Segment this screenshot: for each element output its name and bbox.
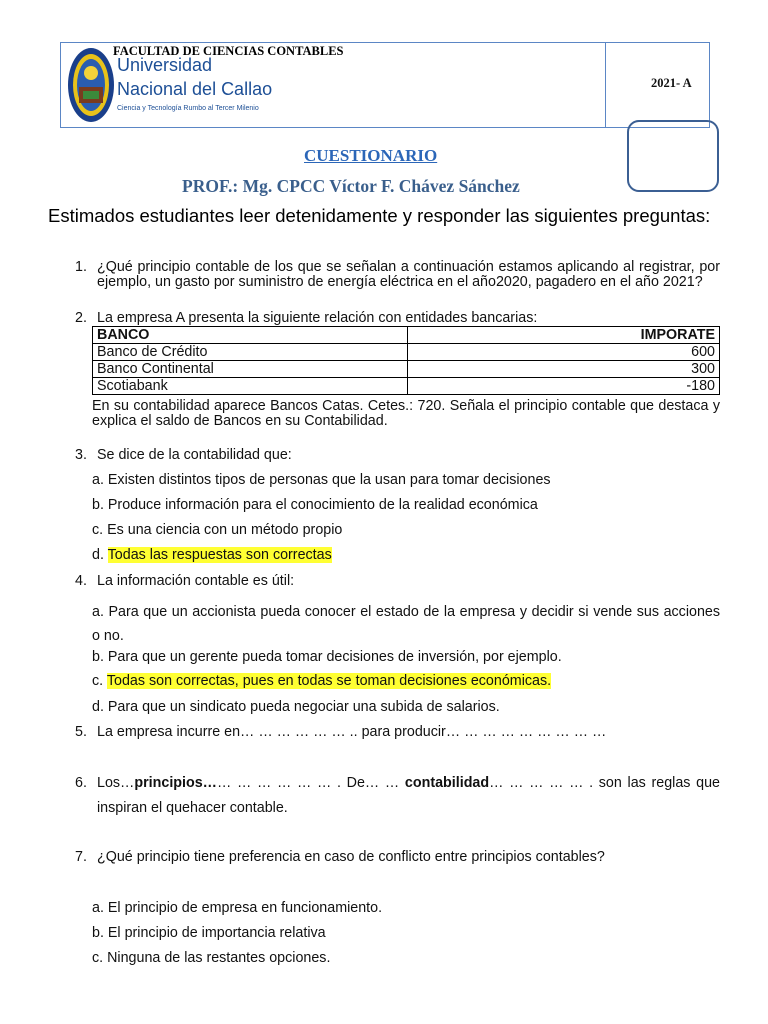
option-3a: a. Existen distintos tipos de personas que la usan para tomar decisiones: [92, 472, 551, 488]
option-4d: d. Para que un sindicato pueda negociar una subida de salarios.: [92, 699, 500, 715]
university-name-line2: Nacional del Callao: [117, 79, 273, 99]
question-number: 7.: [75, 849, 87, 865]
question-6-text: [97, 776, 720, 791]
question-3-text: Se dice de la contabilidad que:: [97, 447, 292, 463]
table-row: [93, 361, 720, 378]
table-header-row: [93, 327, 720, 344]
q6-part3: … … … … … . son las reglas que: [489, 775, 721, 791]
option-7b: b. El principio de importancia relativa: [92, 925, 326, 941]
q6-part2: … … … … … … . De… …: [216, 775, 405, 791]
table-row: [93, 378, 720, 395]
grade-box: [627, 120, 719, 192]
question-number: 5.: [75, 724, 87, 740]
q6-part1: Los…: [97, 775, 135, 791]
option-prefix: d.: [92, 547, 108, 563]
bank-cell: Banco de Crédito: [93, 344, 408, 361]
option-4c: [92, 674, 720, 689]
university-motto: Ciencia y Tecnología Rumbo al Tercer Milenio: [117, 105, 259, 112]
option-4a: a. Para que un accionista pueda conocer el estado de la empresa y decidir si vende sus acciones o no.: [92, 604, 720, 644]
question-2-text: La empresa A presenta la siguiente relación con entidades bancarias:: [97, 310, 538, 326]
question-7-text: ¿Qué principio tiene preferencia en caso de conflicto entre principios contables?: [97, 849, 605, 865]
option-3c: c. Es una ciencia con un método propio: [92, 522, 343, 538]
option-3b: b. Produce información para el conocimiento de la realidad económica: [92, 497, 538, 513]
question-number: 6.: [75, 775, 87, 791]
bank-cell: Scotiabank: [93, 378, 408, 395]
bank-cell: Banco Continental: [93, 361, 408, 378]
amount-cell: -180: [408, 378, 720, 395]
column-header-amount: IMPORATE: [408, 327, 720, 344]
question-4-text: La información contable es útil:: [97, 573, 295, 589]
option-7c: c. Ninguna de las restantes opciones.: [92, 950, 331, 966]
amount-cell: 300: [408, 361, 720, 378]
header-box: [60, 42, 710, 128]
question-number: 2.: [75, 310, 87, 326]
option-4b: b. Para que un gerente pueda tomar decisiones de inversión, por ejemplo.: [92, 649, 562, 665]
option-7a: a. El principio de empresa en funcionamiento.: [92, 900, 383, 916]
question-number: 4.: [75, 573, 87, 589]
page-title: CUESTIONARIO: [304, 146, 438, 165]
table-row: [93, 344, 720, 361]
question-number: 3.: [75, 447, 87, 463]
question-2-followup: En su contabilidad aparece Bancos Catas. Cetes.: 720. Señala el principio contable que destaca y explica el saldo de Bancos en su Contabilidad.: [92, 398, 720, 429]
question-number: 1.: [75, 259, 87, 275]
option-3d: [92, 548, 720, 563]
question-1-text: ¿Qué principio contable de los que se señalan a continuación estamos aplicando al registrar, por ejemplo, un gasto por suministro de energía eléctrica en el año2020, pagadero en el año 2021?: [97, 259, 720, 290]
highlighted-answer: Todas son correctas, pues en todas se toman decisiones económicas.: [106, 673, 552, 689]
faculty-name: FACULTAD DE CIENCIAS CONTABLES: [113, 44, 344, 58]
amount-cell: 600: [408, 344, 720, 361]
highlighted-answer: Todas las respuestas son correctas: [107, 547, 332, 563]
header-divider: [605, 43, 606, 127]
intro-text: Estimados estudiantes leer detenidamente y responder las siguientes preguntas:: [48, 205, 711, 226]
bank-table: [92, 326, 720, 395]
question-6-line2: inspiran el quehacer contable.: [97, 800, 288, 816]
option-prefix: c.: [92, 673, 107, 689]
university-name-line1: Universidad: [117, 55, 213, 75]
question-5-text: La empresa incurre en… … … … … … .. para producir… … … … … … … … …: [97, 724, 607, 740]
q6-bold-principios: principios…: [134, 775, 217, 791]
university-seal-icon: [67, 47, 115, 123]
q6-bold-contabilidad: contabilidad: [404, 775, 490, 791]
semester-label: 2021- A: [651, 76, 692, 90]
column-header-bank: BANCO: [93, 327, 408, 344]
professor-name: PROF.: Mg. CPCC Víctor F. Chávez Sánchez: [182, 176, 520, 196]
